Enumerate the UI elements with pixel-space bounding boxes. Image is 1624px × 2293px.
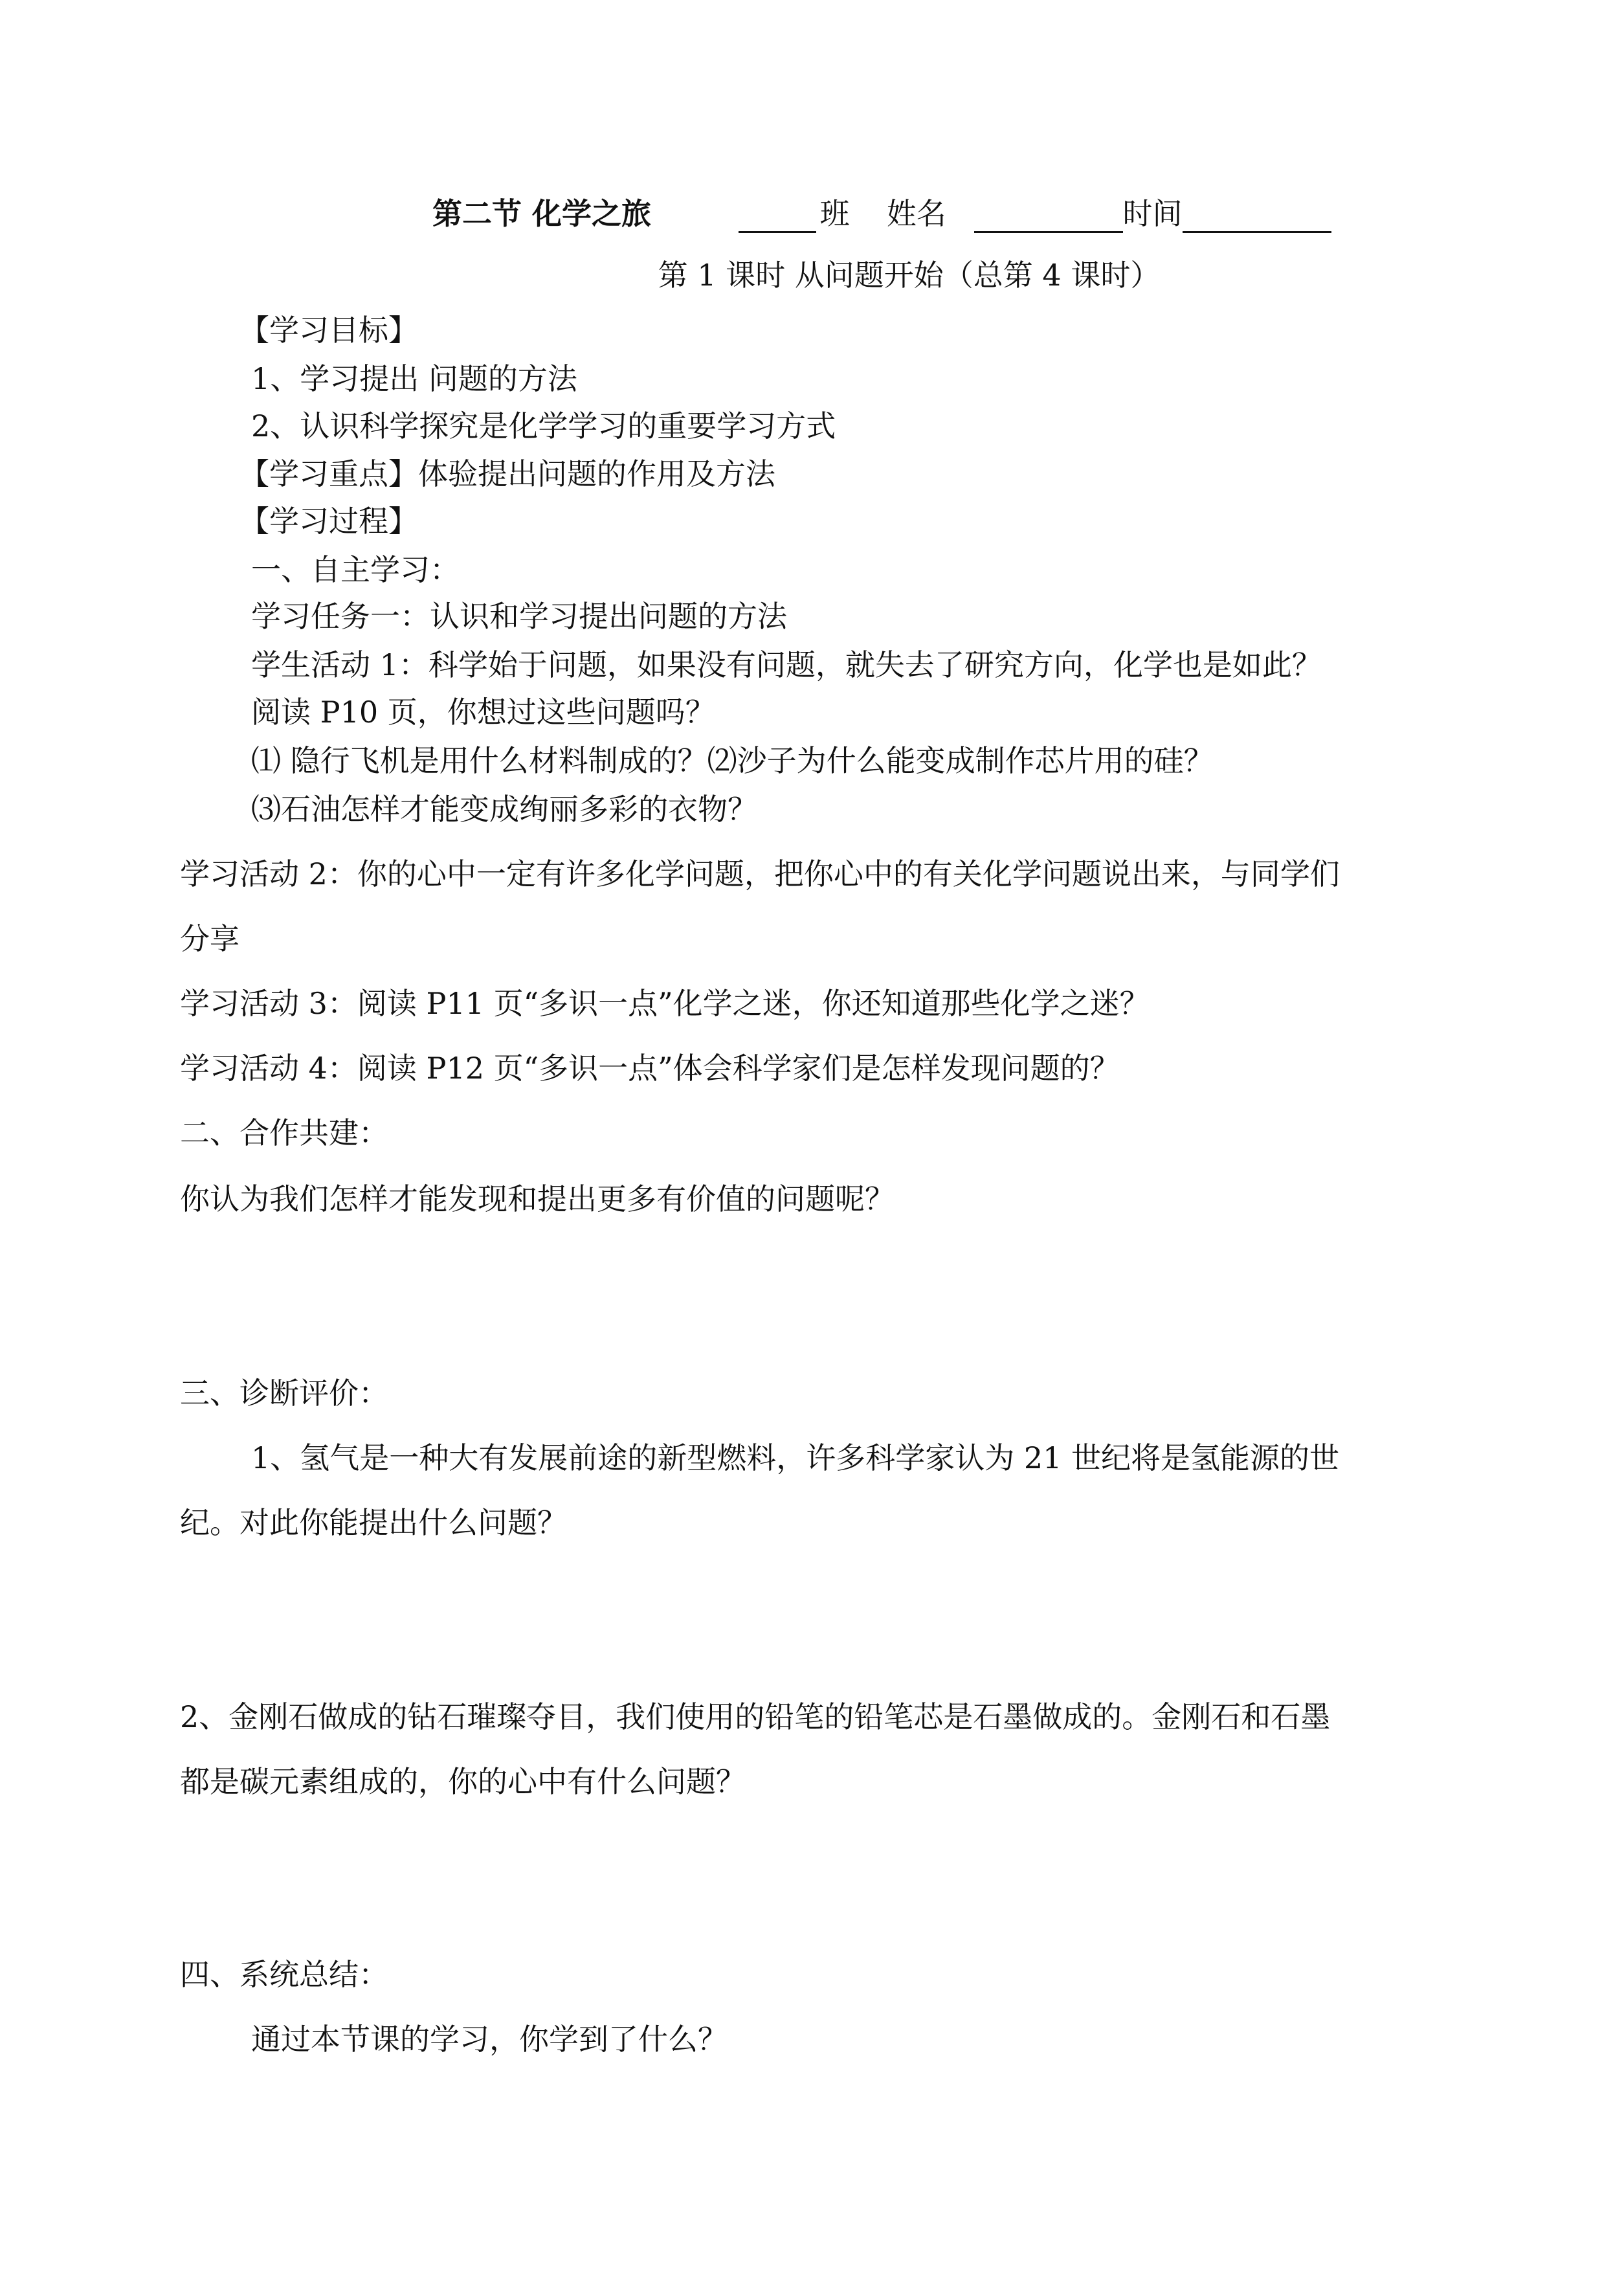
evaluation-q1-cont: 纪。对此你能提出什么问题？	[180, 1505, 567, 1540]
summary-heading: 四、系统总结：	[180, 1957, 388, 1992]
class-blank	[739, 203, 816, 233]
process-heading: 【学习过程】	[239, 504, 418, 539]
activity-2-cont: 分享	[180, 921, 239, 956]
evaluation-q1: 1、氢气是一种大有发展前途的新型燃料，许多科学家认为 21 世纪将是氢能源的世	[251, 1440, 1340, 1475]
time-label: 时间	[1122, 196, 1183, 231]
evaluation-q2: 2、金刚石做成的钻石璀璨夺目，我们使用的铅笔的铅笔芯是石墨做成的。金刚石和石墨	[180, 1699, 1331, 1734]
section-title: 第二节 化学之旅	[432, 196, 652, 231]
evaluation-heading: 三、诊断评价：	[180, 1376, 388, 1411]
worksheet-header	[432, 194, 1331, 233]
cooperation-heading: 二、合作共建：	[180, 1115, 388, 1150]
evaluation-q2-cont: 都是碳元素组成的，你的心中有什么问题？	[180, 1764, 746, 1799]
activity-1-reading: 阅读 P10 页，你想过这些问题吗？	[251, 695, 715, 730]
key-points: 【学习重点】体验提出问题的作用及方法	[239, 456, 775, 491]
objectives-heading: 【学习目标】	[239, 313, 418, 348]
name-label: 姓名	[886, 196, 946, 231]
name-blank	[974, 203, 1123, 233]
question-3: ⑶石油怎样才能变成绚丽多彩的衣物？	[251, 792, 757, 827]
cooperation-question: 你认为我们怎样才能发现和提出更多有价值的问题呢？	[180, 1181, 895, 1216]
time-blank	[1183, 203, 1331, 233]
activity-1: 学生活动 1：科学始于问题，如果没有问题，就失去了研究方向，化学也是如此？	[251, 647, 1322, 682]
question-1-2: ⑴ 隐行飞机是用什么材料制成的？⑵沙子为什么能变成制作芯片用的硅？	[251, 743, 1214, 778]
activity-3: 学习活动 3：阅读 P11 页“多识一点”化学之迷，你还知道那些化学之迷？	[180, 986, 1150, 1021]
lesson-title: 第 1 课时 从问题开始（总第 4 课时）	[658, 258, 1161, 293]
activity-4: 学习活动 4：阅读 P12 页“多识一点”体会科学家们是怎样发现问题的？	[180, 1051, 1120, 1086]
class-label: 班	[819, 196, 850, 231]
objective-1: 1、学习提出 问题的方法	[251, 361, 577, 396]
objective-2: 2、认识科学探究是化学学习的重要学习方式	[251, 408, 836, 443]
activity-2: 学习活动 2：你的心中一定有许多化学问题，把你心中的有关化学问题说出来，与同学们	[180, 856, 1340, 891]
summary-question: 通过本节课的学习，你学到了什么？	[251, 2022, 728, 2057]
task-1: 学习任务一：认识和学习提出问题的方法	[251, 599, 787, 634]
self-study-heading: 一、自主学习：	[251, 552, 460, 587]
